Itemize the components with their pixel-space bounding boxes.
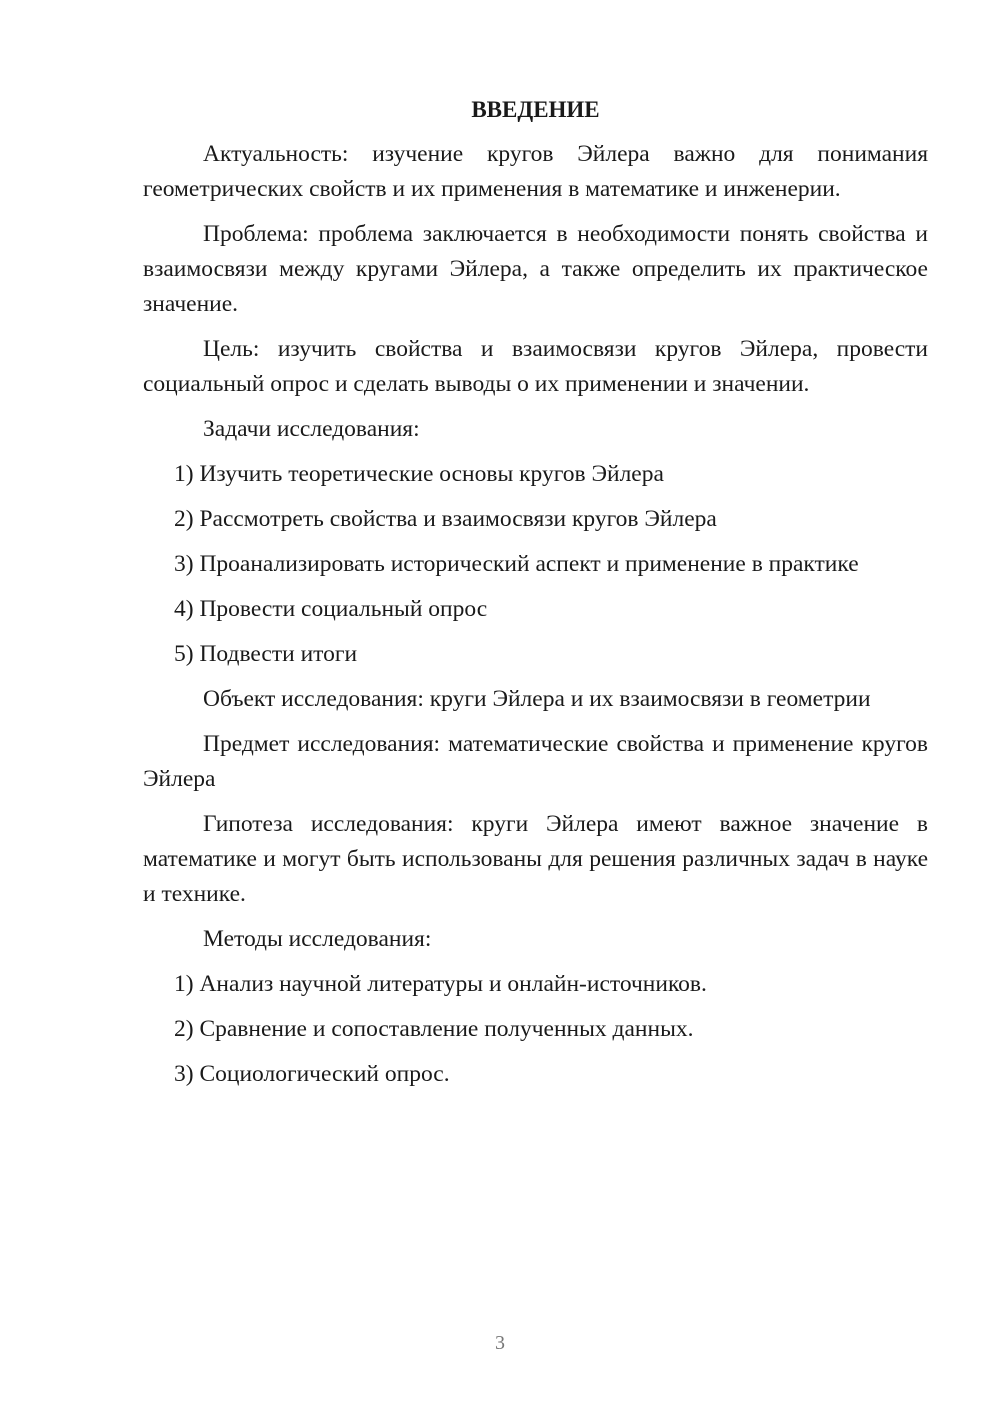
section-title: ВВЕДЕНИЕ <box>471 97 600 122</box>
methods-list <box>143 967 928 1092</box>
list-item: 3) Проанализировать исторический аспект и применение в практике <box>174 551 859 577</box>
list-item: 1) Анализ научной литературы и онлайн-источников. <box>174 971 707 997</box>
list-item: 4) Провести социальный опрос <box>174 596 488 622</box>
page-number: 3 <box>495 1332 505 1354</box>
methods-heading: Методы исследования: <box>203 926 432 952</box>
list-item: 1) Изучить теоретические основы кругов Эйлера <box>174 461 664 487</box>
subject-paragraph: Предмет исследования: математические свойства и применение кругов Эйлера <box>143 731 928 792</box>
list-item: 2) Сравнение и сопоставление полученных данных. <box>174 1016 694 1042</box>
problem-paragraph: Проблема: проблема заключается в необходимости понять свойства и взаимосвязи между кругами Эйлера, а также определить их практическое значение. <box>143 221 928 317</box>
list-item: 3) Социологический опрос. <box>174 1061 450 1087</box>
tasks-heading: Задачи исследования: <box>203 416 420 442</box>
relevance-paragraph: Актуальность: изучение кругов Эйлера важно для понимания геометрических свойств и их применения в математике и инженерии. <box>143 141 928 202</box>
hypothesis-paragraph: Гипотеза исследования: круги Эйлера имеют важное значение в математике и могут быть использованы для решения различных задач в науке и технике. <box>143 811 928 907</box>
object-paragraph: Объект исследования: круги Эйлера и их взаимосвязи в геометрии <box>203 686 871 712</box>
list-item: 5) Подвести итоги <box>174 641 358 667</box>
tasks-list <box>143 457 928 672</box>
document-body <box>143 92 928 1102</box>
goal-paragraph: Цель: изучить свойства и взаимосвязи кругов Эйлера, провести социальный опрос и сделать выводы о их применении и значении. <box>143 336 928 397</box>
list-item: 2) Рассмотреть свойства и взаимосвязи кругов Эйлера <box>174 506 717 532</box>
